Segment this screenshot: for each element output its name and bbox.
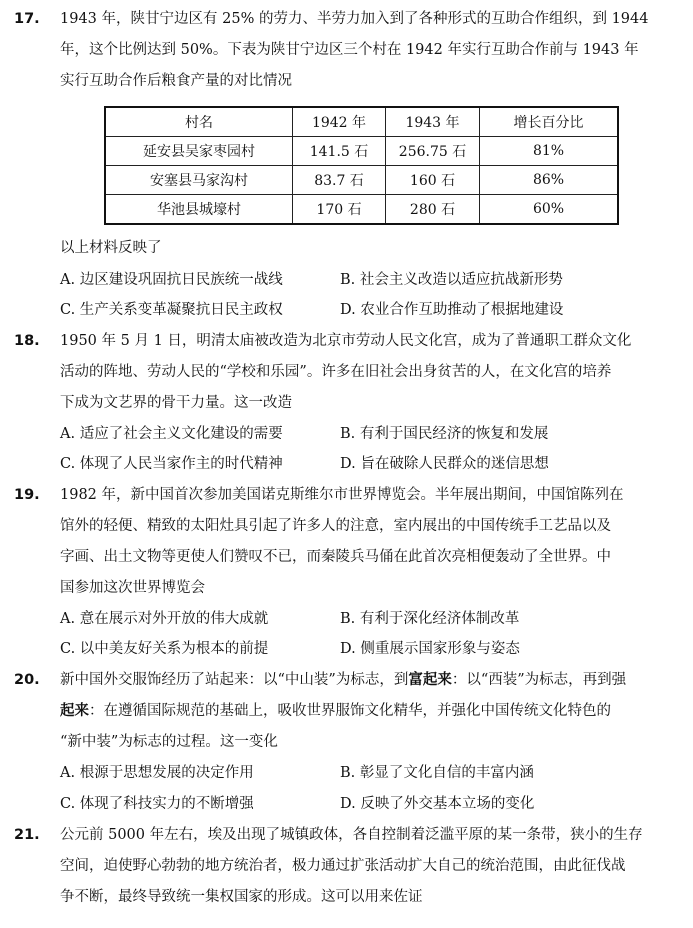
table-cell: 83.7 石 [293, 166, 386, 195]
table-cell: 141.5 石 [293, 137, 386, 166]
option-d: D. 侧重展示国家形象与姿态 [340, 641, 520, 657]
option-d: D. 旨在破除人民群众的迷信思想 [340, 456, 549, 472]
table-cell: 160 石 [386, 166, 480, 195]
table-cell: 256.75 石 [386, 137, 480, 166]
question-stem-line: 公元前 5000 年左右，埃及出现了城镇政体，各自控制着泛滥平原的某一条带，狭小的生存 [60, 827, 643, 843]
option-b: B. 有利于国民经济的恢复和发展 [340, 426, 549, 442]
stem-emphasis: 富起来 [408, 671, 452, 688]
option-b: B. 社会主义改造以适应抗战新形势 [340, 272, 563, 288]
table-cell: 170 石 [293, 195, 386, 225]
question-stem-line: 争不断，最终导致统一集权国家的形成。这可以用来佐证 [60, 889, 423, 905]
table-cell: 81% [480, 137, 619, 166]
option-a: A. 根源于思想发展的决定作用 [60, 765, 254, 781]
question-stem-line [60, 670, 653, 690]
option-a: A. 边区建设巩固抗日民族统一战线 [60, 272, 283, 288]
question-stem-line: 实行互助合作后粮食产量的对比情况 [60, 73, 292, 89]
question-stem-line: 馆外的轻便、精致的太阳灶具引起了许多人的注意，室内展出的中国传统手工艺品以及 [60, 518, 611, 534]
table-cell: 安塞县马家沟村 [105, 166, 293, 195]
question-stem-line: 下成为文艺界的骨干力量。这一改造 [60, 395, 292, 411]
table-cell: 60% [480, 195, 619, 225]
table-row [105, 137, 618, 166]
question-stem-line: 空间，迫使野心勃勃的地方统治者，极力通过扩张活动扩大自己的统治范围，由此征伐战 [60, 858, 626, 874]
question-stem-line [60, 701, 653, 721]
question-stem-line: 1943 年，陕甘宁边区有 25% 的劳力、半劳力加入到了各种形式的互助合作组织，到 1944 [60, 11, 649, 27]
question-stem-line: 以上材料反映了 [60, 240, 162, 256]
table-header-cell: 增长百分比 [480, 107, 619, 137]
table-header-row [105, 107, 618, 137]
question-number: 17. [14, 11, 40, 27]
question-number: 20. [14, 672, 40, 688]
question-number: 18. [14, 333, 40, 349]
table-cell: 延安县吴家枣园村 [105, 137, 293, 166]
table-header-cell: 村名 [105, 107, 293, 137]
stem-text: ：以“西装”为标志，再到强 [451, 672, 627, 688]
question-stem-line: 字画、出土文物等更使人们赞叹不已，而秦陵兵马俑在此首次亮相便轰动了全世界。中 [60, 549, 611, 565]
question-stem-line: 1982 年，新中国首次参加美国诺克斯维尔市世界博览会。半年展出期间，中国馆陈列在 [60, 487, 624, 503]
table-row [105, 195, 618, 225]
stem-emphasis: 起来 [60, 702, 89, 719]
option-c: C. 体现了科技实力的不断增强 [60, 796, 254, 812]
question-stem-line: 1950 年 5 月 1 日，明清太庙被改造为北京市劳动人民文化宫，成为了普通职工群众文化 [60, 333, 632, 349]
option-c: C. 体现了人民当家作主的时代精神 [60, 456, 283, 472]
option-a: A. 适应了社会主义文化建设的需要 [60, 426, 283, 442]
option-d: D. 反映了外交基本立场的变化 [340, 796, 535, 812]
option-d: D. 农业合作互助推动了根据地建设 [340, 302, 564, 318]
option-b: B. 彰显了文化自信的丰富内涵 [340, 765, 534, 781]
table-cell: 86% [480, 166, 619, 195]
table-header-cell: 1942 年 [293, 107, 386, 137]
option-c: C. 以中美友好关系为根本的前提 [60, 641, 269, 657]
table-cell: 华池县城壕村 [105, 195, 293, 225]
option-a: A. 意在展示对外开放的伟大成就 [60, 611, 269, 627]
question-number: 21. [14, 827, 40, 843]
option-b: B. 有利于深化经济体制改革 [340, 611, 520, 627]
question-number: 19. [14, 487, 40, 503]
question-stem-line: 国参加这次世界博览会 [60, 580, 205, 596]
table-row [105, 166, 618, 195]
stem-text: ：在遵循国际规范的基础上，吸收世界服饰文化精华，并强化中国传统文化特色的 [89, 703, 611, 719]
grain-output-table [104, 106, 619, 225]
table-cell: 280 石 [386, 195, 480, 225]
question-stem-line: 活动的阵地、劳动人民的“学校和乐园”。许多在旧社会出身贫苦的人，在文化宫的培养 [60, 364, 612, 380]
stem-text: 新中国外交服饰经历了站起来：以“中山装”为标志，到 [60, 672, 409, 688]
question-stem-line: 年，这个比例达到 50%。下表为陕甘宁边区三个村在 1942 年实行互助合作前与 1943 年 [60, 42, 639, 58]
table-header-cell: 1943 年 [386, 107, 480, 137]
question-stem-line: “新中装”为标志的过程。这一变化 [60, 734, 278, 750]
option-c: C. 生产关系变革凝聚抗日民主政权 [60, 302, 283, 318]
